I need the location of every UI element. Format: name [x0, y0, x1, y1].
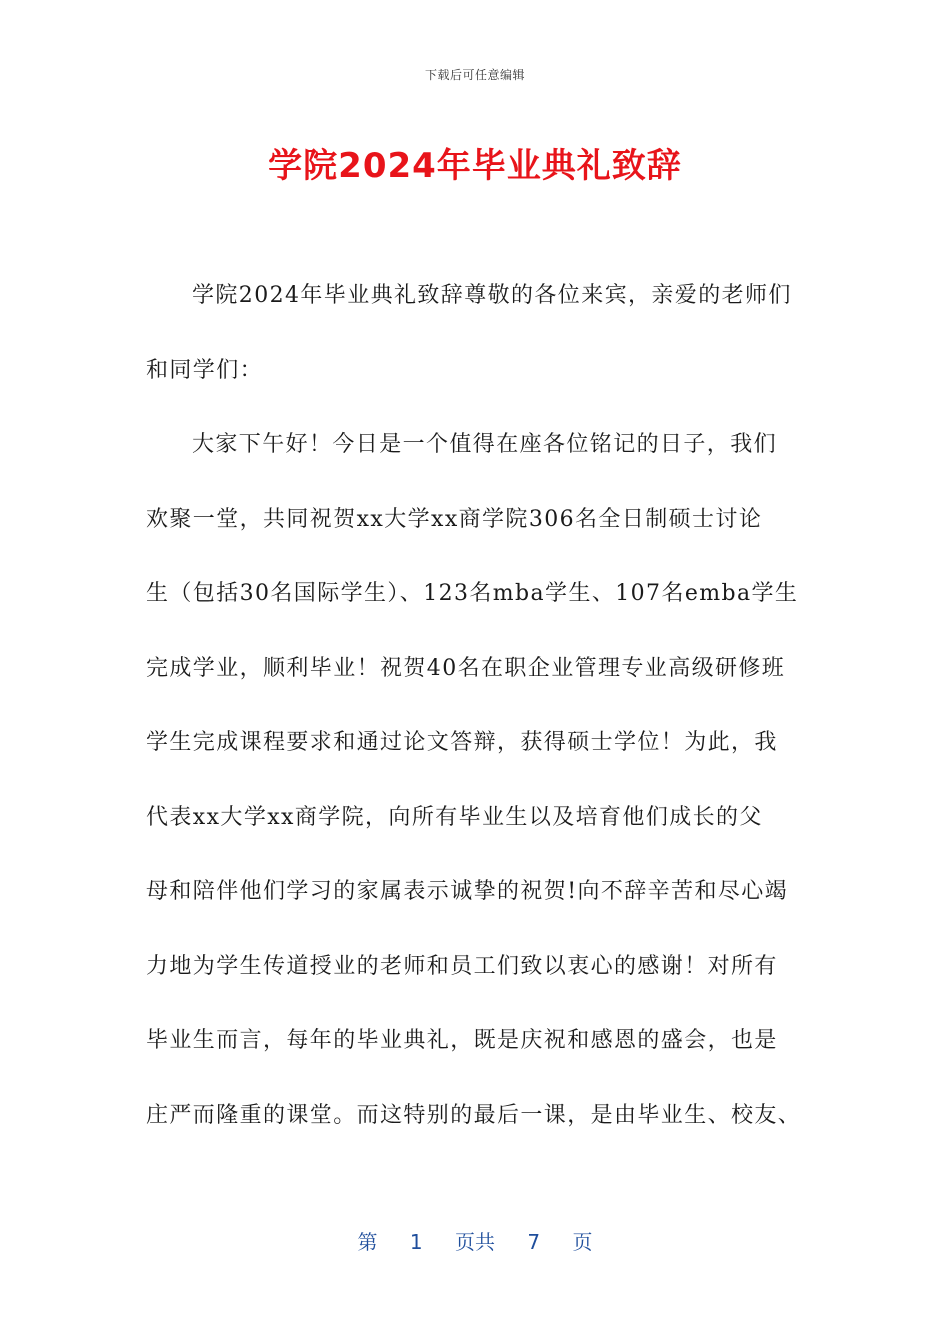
paragraph-line: 庄严而隆重的课堂。而这特别的最后一课，是由毕业生、校友、 — [146, 1102, 802, 1128]
paragraph-line: 大家下午好！今日是一个值得在座各位铭记的日子，我们 — [192, 432, 778, 457]
document-body — [146, 271, 806, 1165]
footer-prefix: 第 — [357, 1230, 378, 1254]
current-page-number: 1 — [409, 1230, 423, 1254]
paragraph-line: 母和陪伴他们学习的家属表示诚挚的祝贺!向不辞辛苦和尽心竭 — [146, 879, 789, 904]
paragraph-line: 学院2024年毕业典礼致辞尊敬的各位来宾，亲爱的老师们 — [192, 283, 792, 308]
paragraph-line: 和同学们： — [146, 357, 264, 383]
document-title: 学院2024年毕业典礼致辞 — [268, 146, 682, 186]
header-note: 下载后可任意编辑 — [424, 68, 525, 82]
paragraph-line: 完成学业，顺利毕业！祝贺40名在职企业管理专业高级研修班 — [146, 655, 786, 681]
paragraph-line: 力地为学生传道授业的老师和员工们致以衷心的感谢！对所有 — [146, 953, 778, 979]
footer-middle: 页共 — [455, 1230, 495, 1254]
paragraph-line: 生（包括30名国际学生）、123名mba学生、107名emba学生 — [146, 581, 799, 606]
paragraph-line: 学生完成课程要求和通过论文答辩，获得硕士学位！为此，我 — [146, 730, 778, 755]
total-pages-number: 7 — [527, 1230, 541, 1254]
paragraph-line: 代表xx大学xx商学院，向所有毕业生以及培育他们成长的父 — [146, 804, 763, 830]
page-footer — [0, 1226, 950, 1255]
paragraph-line: 毕业生而言，每年的毕业典礼，既是庆祝和感恩的盛会，也是 — [146, 1028, 778, 1053]
footer-suffix: 页 — [572, 1230, 593, 1254]
paragraph-line: 欢聚一堂，共同祝贺xx大学xx商学院306名全日制硕士讨论 — [146, 506, 763, 532]
